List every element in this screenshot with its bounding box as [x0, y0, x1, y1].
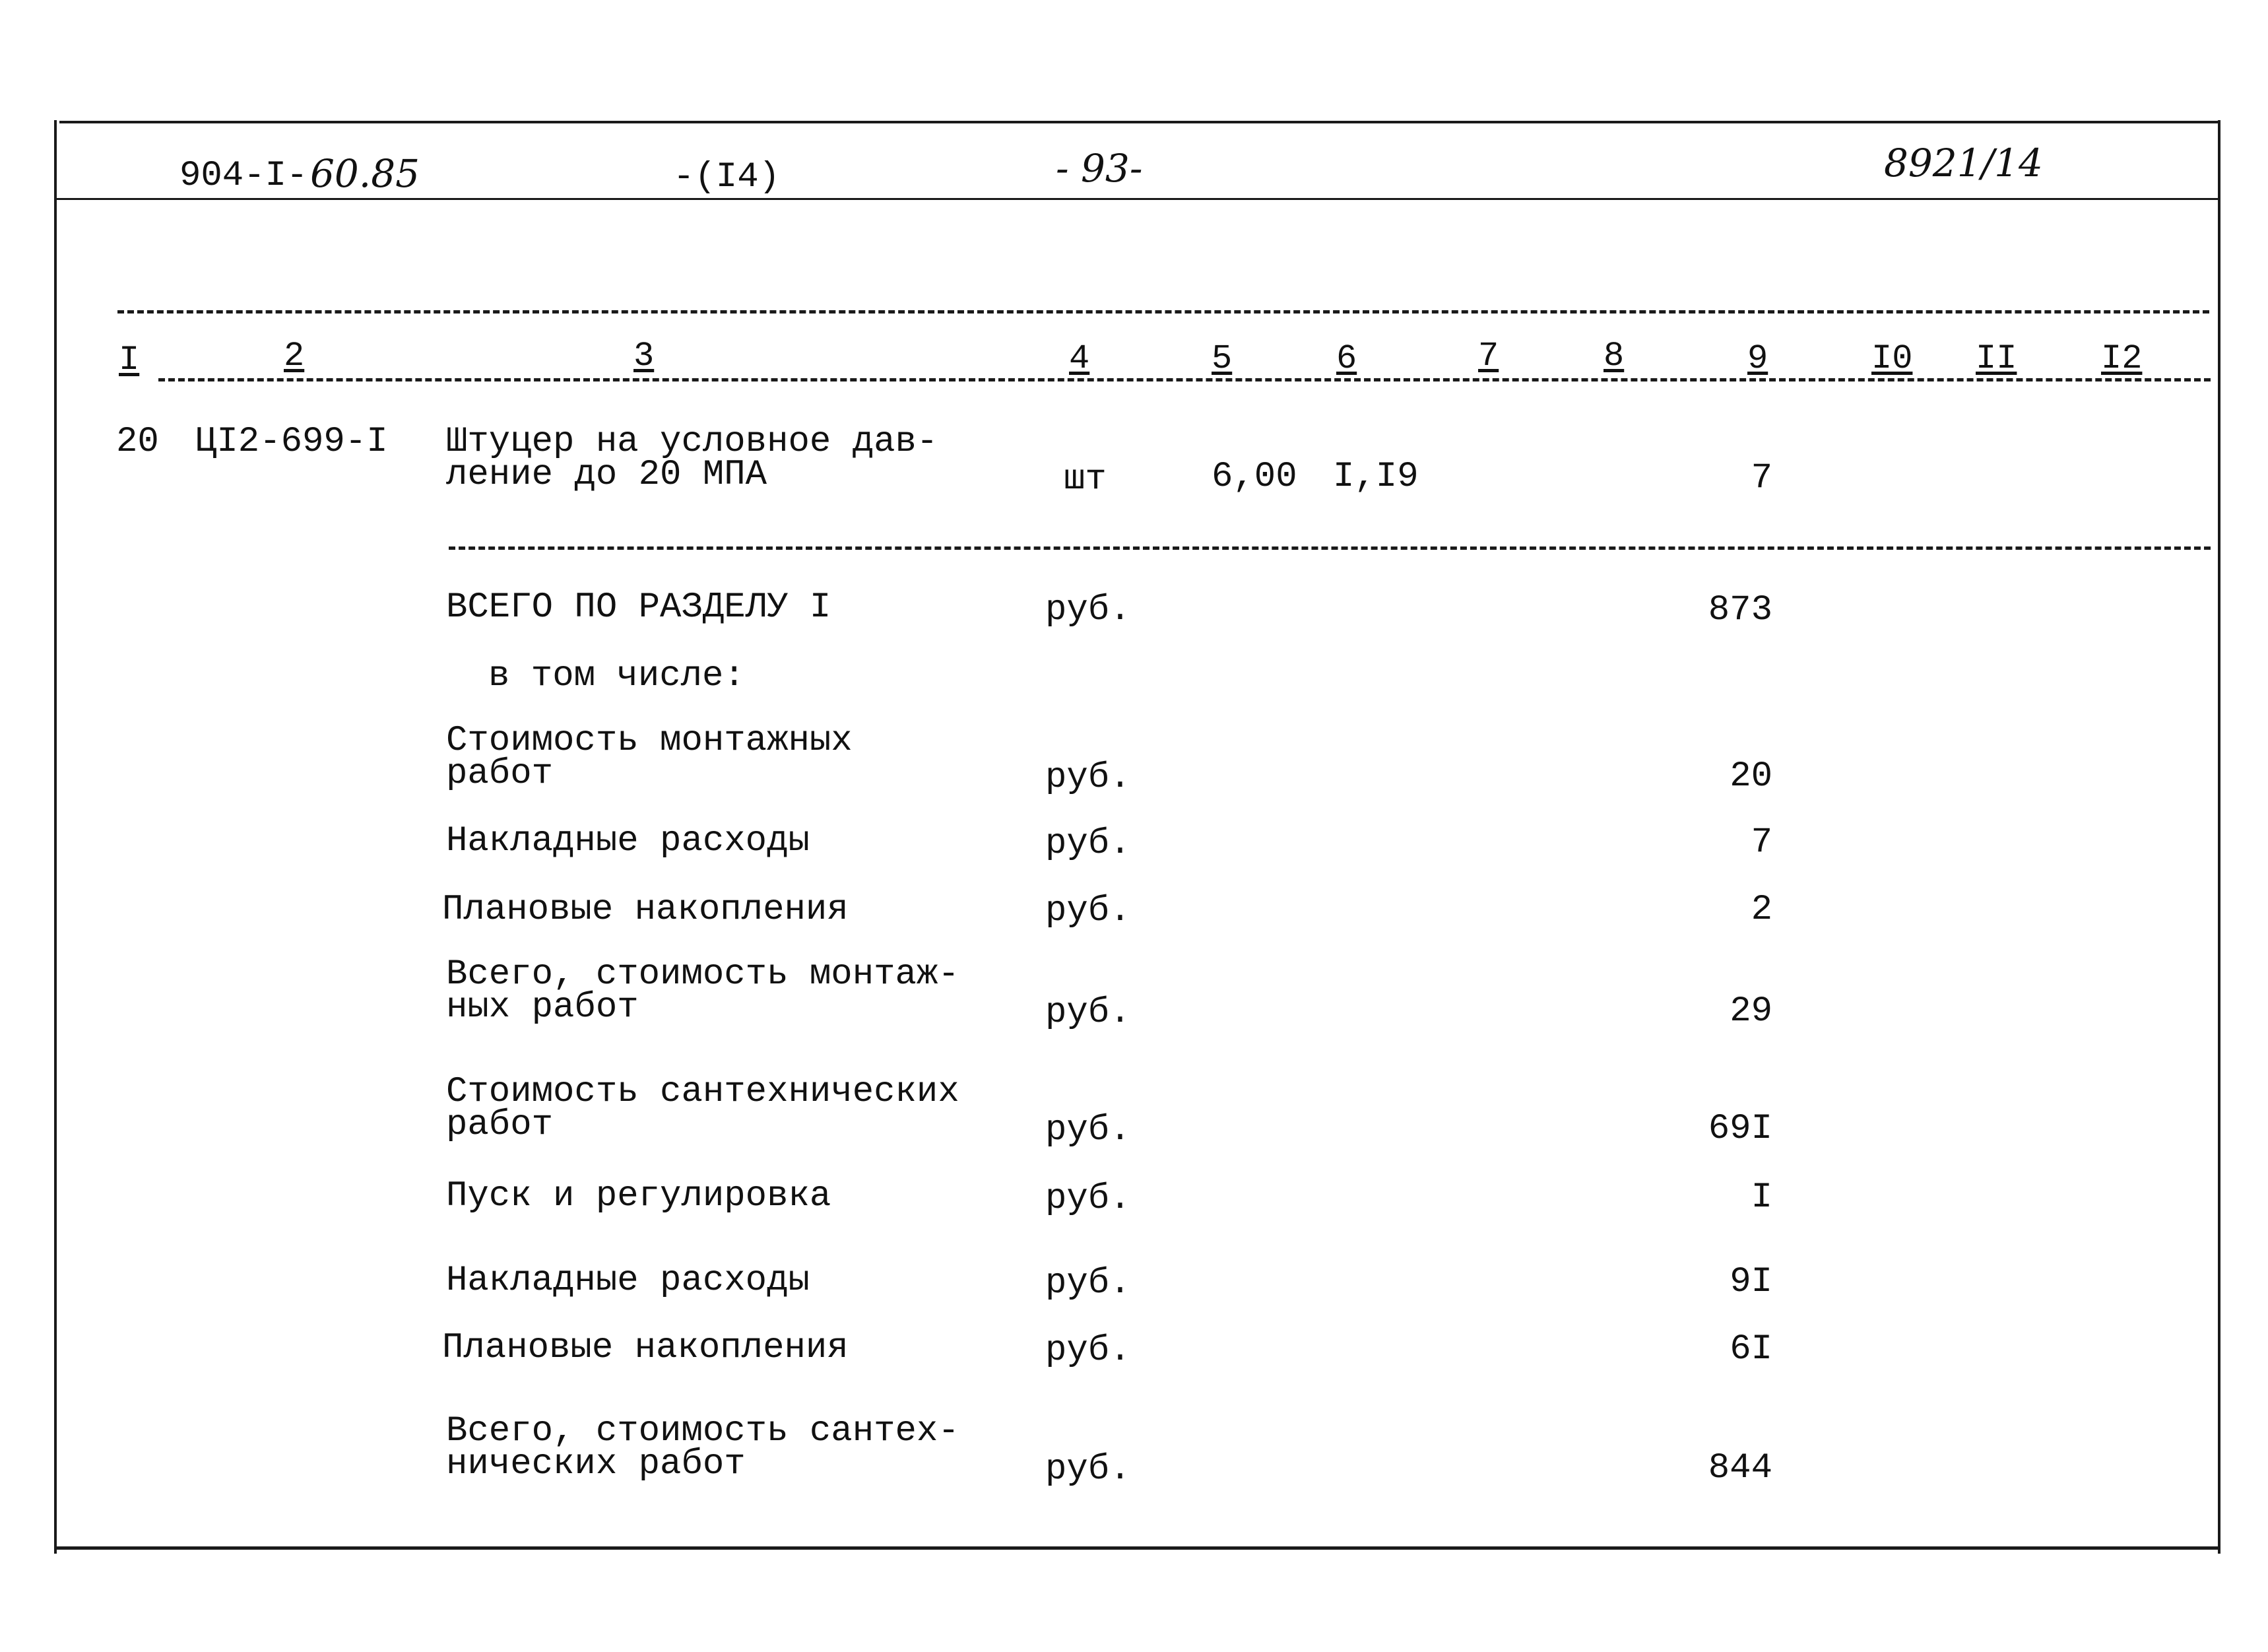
- summary-row-label: Стоимость сантехнических: [446, 1072, 959, 1112]
- summary-row-value: 2: [1751, 890, 1772, 930]
- section-total-value: 873: [1708, 590, 1772, 630]
- column-number: 3: [633, 337, 655, 376]
- item-bottom-dashed-rule: [449, 546, 2211, 550]
- column-number: 9: [1747, 339, 1768, 378]
- column-number: 8: [1604, 337, 1625, 376]
- summary-row-label: Всего, стоимость сантех-: [446, 1411, 959, 1451]
- column-number: 5: [1212, 339, 1233, 378]
- summary-row-unit: руб.: [1045, 891, 1131, 931]
- summary-row-value: 20: [1730, 756, 1772, 797]
- summary-row-unit: руб.: [1045, 1179, 1131, 1219]
- summary-row-label-cont: работ: [446, 1105, 554, 1145]
- frame-left-border: [54, 120, 57, 1554]
- summary-row-value: 29: [1730, 991, 1772, 1032]
- summary-row-value: 69I: [1708, 1109, 1772, 1149]
- item-quantity: 6,00: [1212, 457, 1297, 497]
- summary-row-label-cont: ных работ: [446, 987, 639, 1028]
- summary-row-unit: руб.: [1045, 1331, 1131, 1371]
- frame-bottom-border: [55, 1546, 2220, 1550]
- summary-row-value: 7: [1751, 822, 1772, 863]
- summary-row-unit: руб.: [1045, 993, 1131, 1033]
- table-top-dashed-rule: [117, 310, 2209, 314]
- summary-row-label: Плановые накопления: [442, 1328, 849, 1368]
- column-number: I: [119, 341, 140, 380]
- column-number-dashed-rule: [158, 378, 2211, 381]
- summary-row-unit: руб.: [1045, 1449, 1131, 1490]
- column-number: I0: [1871, 339, 1913, 378]
- frame-top-border: [59, 121, 2220, 123]
- section-total-label: ВСЕГО ПО РАЗДЕЛУ I: [446, 587, 831, 628]
- sheet-number: -(I4): [673, 157, 781, 197]
- summary-row-label: Стоимость монтажных: [446, 721, 853, 761]
- item-unit: шт: [1064, 459, 1107, 500]
- column-number: 4: [1069, 339, 1090, 378]
- summary-row-value: I: [1751, 1177, 1772, 1218]
- summary-row-value: 844: [1708, 1448, 1772, 1488]
- item-name-line1: Штуцер на условное дав-: [446, 422, 938, 462]
- summary-row-label-cont: нических работ: [446, 1444, 746, 1484]
- summary-row-label: Накладные расходы: [446, 821, 810, 861]
- summary-row-value: 6I: [1730, 1329, 1772, 1370]
- item-name-line2: ление до 20 МПА: [446, 455, 767, 495]
- item-code: ЦI2-699-I: [195, 422, 388, 462]
- summary-row-unit: руб.: [1045, 1263, 1131, 1304]
- including-label: в том числе:: [488, 656, 745, 696]
- item-total: 7: [1751, 458, 1772, 498]
- column-number: 7: [1478, 337, 1499, 376]
- page-number: - 93-: [1056, 146, 1143, 191]
- summary-row-unit: руб.: [1045, 824, 1131, 864]
- summary-row-label: Плановые накопления: [442, 890, 849, 930]
- column-number: II: [1976, 339, 2017, 378]
- summary-row-label-cont: работ: [446, 754, 554, 794]
- header-divider: [55, 198, 2220, 200]
- doc-code-handwritten: 60.85: [310, 151, 420, 196]
- column-number: I2: [2101, 339, 2143, 378]
- item-coefficient: I,I9: [1333, 457, 1419, 497]
- section-total-unit: руб.: [1045, 590, 1131, 630]
- doc-code-printed: 904-I-: [179, 156, 308, 196]
- archive-number: 8921/14: [1884, 141, 2043, 185]
- summary-row-label: Накладные расходы: [446, 1261, 810, 1301]
- column-number: 6: [1336, 339, 1357, 378]
- item-number: 20: [116, 422, 159, 462]
- summary-row-label: Пуск и регулировка: [446, 1176, 831, 1216]
- summary-row-unit: руб.: [1045, 1110, 1131, 1150]
- frame-right-border: [2218, 120, 2220, 1554]
- column-number: 2: [284, 337, 305, 376]
- summary-row-unit: руб.: [1045, 758, 1131, 798]
- summary-row-label: Всего, стоимость монтаж-: [446, 954, 959, 995]
- summary-row-value: 9I: [1730, 1262, 1772, 1302]
